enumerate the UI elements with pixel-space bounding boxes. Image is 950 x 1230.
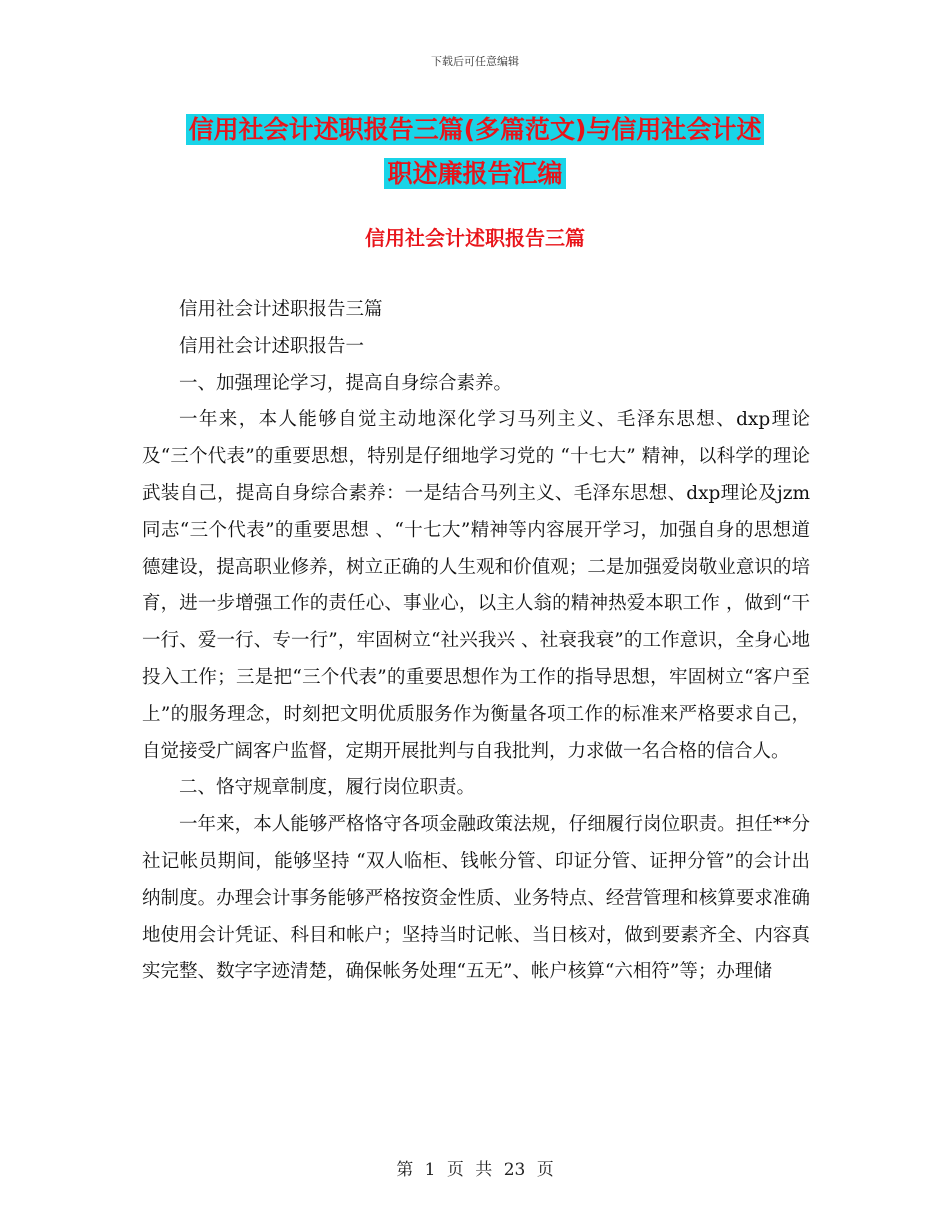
- body-text: [142, 292, 810, 991]
- document-title-line-1: 信用社会计述职报告三篇(多篇范文)与信用社会计述: [186, 114, 765, 145]
- document-title-line-2: 职述廉报告汇编: [384, 158, 565, 189]
- paragraph: 信用社会计述职报告一: [179, 335, 365, 357]
- paragraph: 一、加强理论学习，提高自身综合素养。: [179, 372, 513, 394]
- paragraph: 一年来，本人能够严格恪守各项金融政策法规，仔细履行岗位职责。担任**分社记帐员期间，能够坚持 “双人临柜、钱帐分管、印证分管、证押分管”的会计出纳制度。办理会计事务能够严格按资金性质、业务特点、经营管理和核算要求准确地使用会计凭证、科目和帐户；坚持当时记帐、当日核对，做到要素齐全、内容真实完整、数字字迹清楚，确保帐务处理“五无”、帐户核算“六相符”等；办理储: [142, 814, 810, 983]
- header-note: 下载后可任意编辑: [431, 55, 519, 68]
- section-title: 信用社会计述职报告三篇: [365, 226, 585, 250]
- paragraph: 信用社会计述职报告三篇: [179, 299, 383, 320]
- document-title: [150, 108, 800, 196]
- page-footer: 第 1 页 共 23 页: [396, 1160, 554, 1180]
- paragraph: 一年来，本人能够自觉主动地深化学习马列主义、毛泽东思想、dxp理论及“三个代表”的重要思想，特别是仔细地学习党的 “十七大” 精神，以科学的理论武装自己，提高自身综合素养：一是结合马列主义、毛泽东思想、dxp理论及jzm同志“三个代表”的重要思想 、“十七大”精神等内容展开学习，加强自身的思想道德建设，提高职业修养，树立正确的人生观和价值观；二是加强爱岗敬业意识的培育，进一步增强工作的责任心、事业心，以主人翁的精神热爱本职工作 ，做到“干一行、爱一行、专一行”，牢固树立“社兴我兴 、社衰我衰”的工作意识，全身心地投入工作；三是把“三个代表”的重要思想作为工作的指导思想，牢固树立“客户至上”的服务理念，时刻把文明优质服务作为衡量各项工作的标准来严格要求自己，自觉接受广阔客户监督，定期开展批判与自我批判，力求做一名合格的信合人。: [142, 409, 810, 762]
- paragraph: 二、恪守规章制度，履行岗位职责。: [179, 777, 476, 799]
